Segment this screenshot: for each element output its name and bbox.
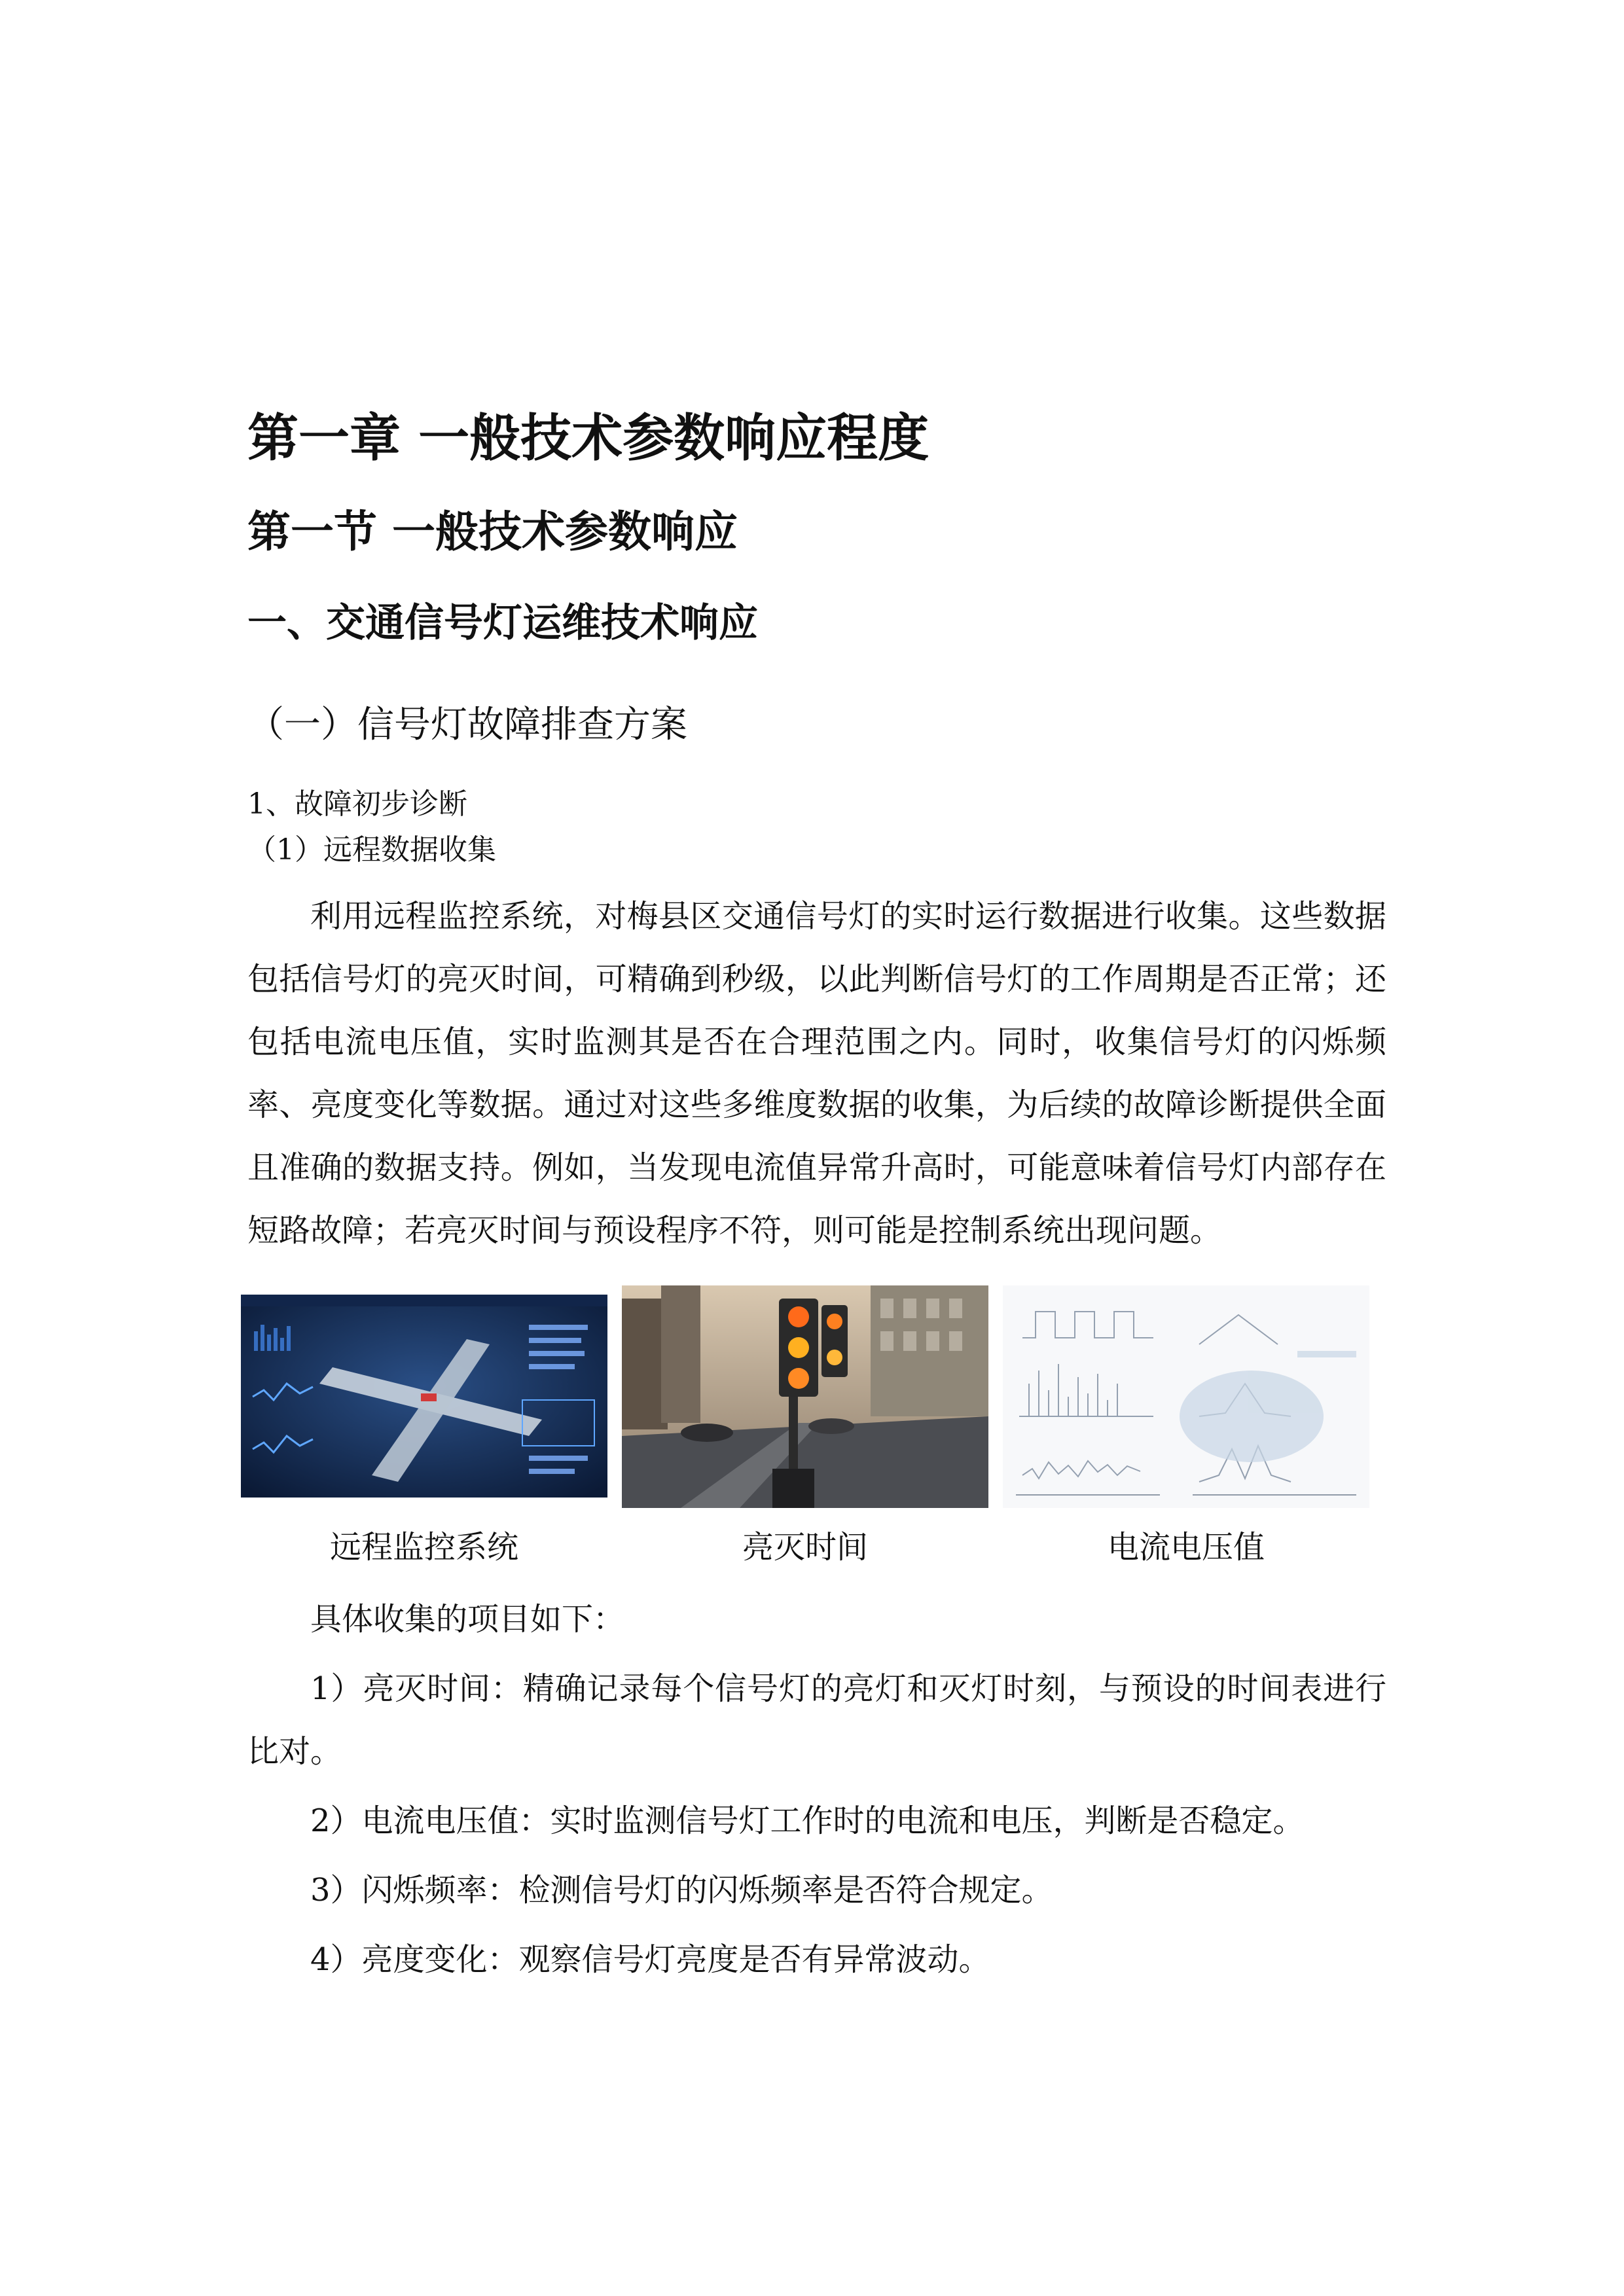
dashboard-illustration — [241, 1285, 607, 1508]
item-heading-1-1: （1）远程数据收集 — [247, 833, 496, 867]
figure-caption: 电流电压值 — [1107, 1529, 1265, 1566]
subsection-title: 一、交通信号灯运维技术响应 — [247, 600, 758, 646]
waveform-image — [1003, 1285, 1369, 1508]
list-item: 4）亮度变化：观察信号灯亮度是否有异常波动。 — [310, 1941, 990, 1978]
figure-remote-monitoring — [241, 1285, 607, 1573]
item-heading-1: 1、故障初步诊断 — [247, 787, 467, 821]
figure-caption: 远程监控系统 — [329, 1529, 518, 1566]
figure-on-off-time — [622, 1285, 988, 1573]
page-content — [247, 399, 1386, 1991]
remote-monitoring-image — [241, 1285, 607, 1508]
list-item: 2）电流电压值：实时监测信号灯工作时的电流和电压，判断是否稳定。 — [310, 1803, 1305, 1839]
figure-row — [241, 1285, 1386, 1573]
list-item: 1）亮灭时间：精确记录每个信号灯的亮灯和灭灯时刻，与预设的时间表进行比对。 — [247, 1670, 1386, 1770]
list-item: 3）闪烁频率：检测信号灯的闪烁频率是否符合规定。 — [310, 1872, 1053, 1909]
waveform-illustration — [1003, 1285, 1369, 1508]
subsubsection-title: （一）信号灯故障排查方案 — [247, 704, 687, 746]
traffic-light-image — [622, 1285, 988, 1508]
list-intro: 具体收集的项目如下： — [310, 1601, 625, 1638]
figure-current-voltage — [1003, 1285, 1369, 1573]
body-paragraph: 利用远程监控系统，对梅县区交通信号灯的实时运行数据进行收集。这些数据包括信号灯的亮灭时间，可精确到秒级，以此判断信号灯的工作周期是否正常；还包括电流电压值，实时监测其是否在合理范围之内。同时，收集信号灯的闪烁频率、亮度变化等数据。通过对这些多维度数据的收集，为后续的故障诊断提供全面且准确的数据支持。例如，当发现电流值异常升高时，可能意味着信号灯内部存在短路故障；若亮灭时间与预设程序不符，则可能是控制系统出现问题。 — [247, 898, 1386, 1249]
figure-caption: 亮灭时间 — [742, 1529, 868, 1566]
chapter-title: 第一章 一般技术参数响应程度 — [247, 409, 929, 468]
traffic-light-illustration — [622, 1285, 988, 1508]
section-title: 第一节 一般技术参数响应 — [247, 507, 738, 557]
